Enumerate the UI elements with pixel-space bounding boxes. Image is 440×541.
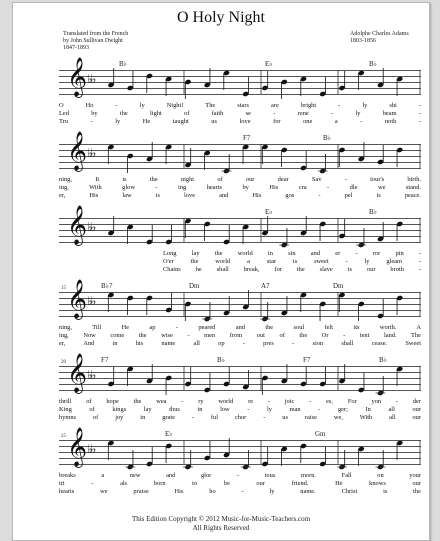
treble-clef-icon: 𝄞 — [67, 207, 88, 244]
lyric-verse-3: hearts we praise His ho - ly name. Christ is the — [59, 488, 421, 495]
lyric-verse-3: Tru - ly He taught us love for one a - noth - — [59, 118, 421, 125]
chord-symbol: E♭ — [265, 208, 273, 216]
treble-clef-icon: 𝄞 — [67, 59, 88, 96]
lyric-verse-1: O Ho - ly Night! The stars are bright - ly shi - — [59, 102, 421, 109]
lyric-verse-2: ing, Now come the wise - men from out of the Or - ient land. The — [59, 332, 421, 339]
lyric-verse-2: ing, With glow - ing hearts by His cra - dle we stand. — [59, 184, 421, 191]
measure-number: 25 — [61, 434, 66, 439]
staff — [59, 59, 421, 96]
chord-symbol: B♭ — [119, 60, 127, 68]
chord-symbol: B♭7 — [101, 282, 113, 290]
chord-symbol: B♭ — [323, 134, 331, 142]
chord-symbol: A7 — [261, 282, 270, 290]
lyric-verse-3: hymns of joy in grate - ful chor - us raise we, With all our — [59, 414, 421, 421]
measure-number: 20 — [61, 360, 66, 365]
sheet-music-page — [12, 2, 430, 541]
key-signature-flats: ♭♭ — [87, 72, 95, 86]
notes — [59, 70, 421, 96]
chord-symbol: B♭ — [379, 356, 387, 364]
treble-clef-icon: 𝄞 — [67, 429, 88, 466]
system-5 — [53, 355, 421, 442]
chord-symbol: B♭ — [217, 356, 225, 364]
notes — [59, 292, 421, 318]
translator-credit: Translated from the French by John Sullivan Dwight 1847-1893 — [63, 31, 129, 52]
chord-symbol: Gm — [315, 430, 326, 438]
key-signature-flats: ♭♭ — [87, 368, 95, 382]
treble-clef-icon: 𝄞 — [67, 133, 88, 170]
system-6 — [53, 429, 421, 516]
lyric-verse-1: Long lay the world in sin and er - ror pin - — [163, 250, 421, 257]
lyric-verse-1: ning, Till He ap - peared and the soul felt its worth. A — [59, 324, 421, 331]
lyric-verse-2: King of kings lay thus in low - ly man - ger; In all our — [59, 406, 421, 413]
lyric-verse-1: ning, It is the night of our dear Sav - iour's birth. — [59, 176, 421, 183]
treble-clef-icon: 𝄞 — [67, 355, 88, 392]
lyric-verse-3: Chains he shall break, for the slave is our broth - — [163, 266, 421, 273]
notes — [59, 144, 421, 170]
chord-symbol: F7 — [303, 356, 311, 364]
chord-symbol: E♭ — [265, 60, 273, 68]
notes — [59, 366, 421, 392]
staff — [59, 207, 421, 244]
chord-symbol: B♭ — [369, 60, 377, 68]
copyright-footer: This Edition Copyright © 2012 Music-for-Music-Teachers.com All Rights Reserved — [131, 515, 311, 532]
lyric-verse-1: thrill of hope the wea - ry world re - joic - es, For yon - der — [59, 398, 421, 405]
measure-number: 15 — [61, 286, 66, 291]
chord-symbol: Dm — [333, 282, 344, 290]
system-1 — [53, 59, 421, 146]
key-signature-flats: ♭♭ — [87, 146, 95, 160]
lyric-verse-2: O'er the world a star is sweet - ly gleam - — [163, 258, 421, 265]
lyric-verse-2: Led by the light of faith se - rene - ly beam - — [59, 110, 421, 117]
lyric-verse-2: tri - als born to be our friend. He knows our — [59, 480, 421, 487]
chord-symbol: B♭ — [369, 208, 377, 216]
chord-symbol: E♭ — [165, 430, 173, 438]
notes — [59, 440, 421, 466]
chord-symbol: Dm — [189, 282, 200, 290]
key-signature-flats: ♭♭ — [87, 442, 95, 456]
page-title: O Holy Night — [177, 9, 265, 26]
composer-credit: Adolphe Charles Adams 1803-1856 — [350, 31, 409, 45]
key-signature-flats: ♭♭ — [87, 220, 95, 234]
lyric-verse-3: er, His law is love and His gos - pel is peace. — [59, 192, 421, 199]
notes — [59, 218, 421, 244]
chord-symbol: F7 — [101, 356, 109, 364]
lyric-verse-3: er, And in his name all op - pres - sion shall cease. Sweet — [59, 340, 421, 347]
lyric-verse-1: breaks a new and glor - ious morn. Fall on your — [59, 472, 421, 479]
treble-clef-icon: 𝄞 — [67, 281, 88, 318]
system-2 — [53, 133, 421, 220]
chord-symbol: F7 — [243, 134, 251, 142]
key-signature-flats: ♭♭ — [87, 294, 95, 308]
